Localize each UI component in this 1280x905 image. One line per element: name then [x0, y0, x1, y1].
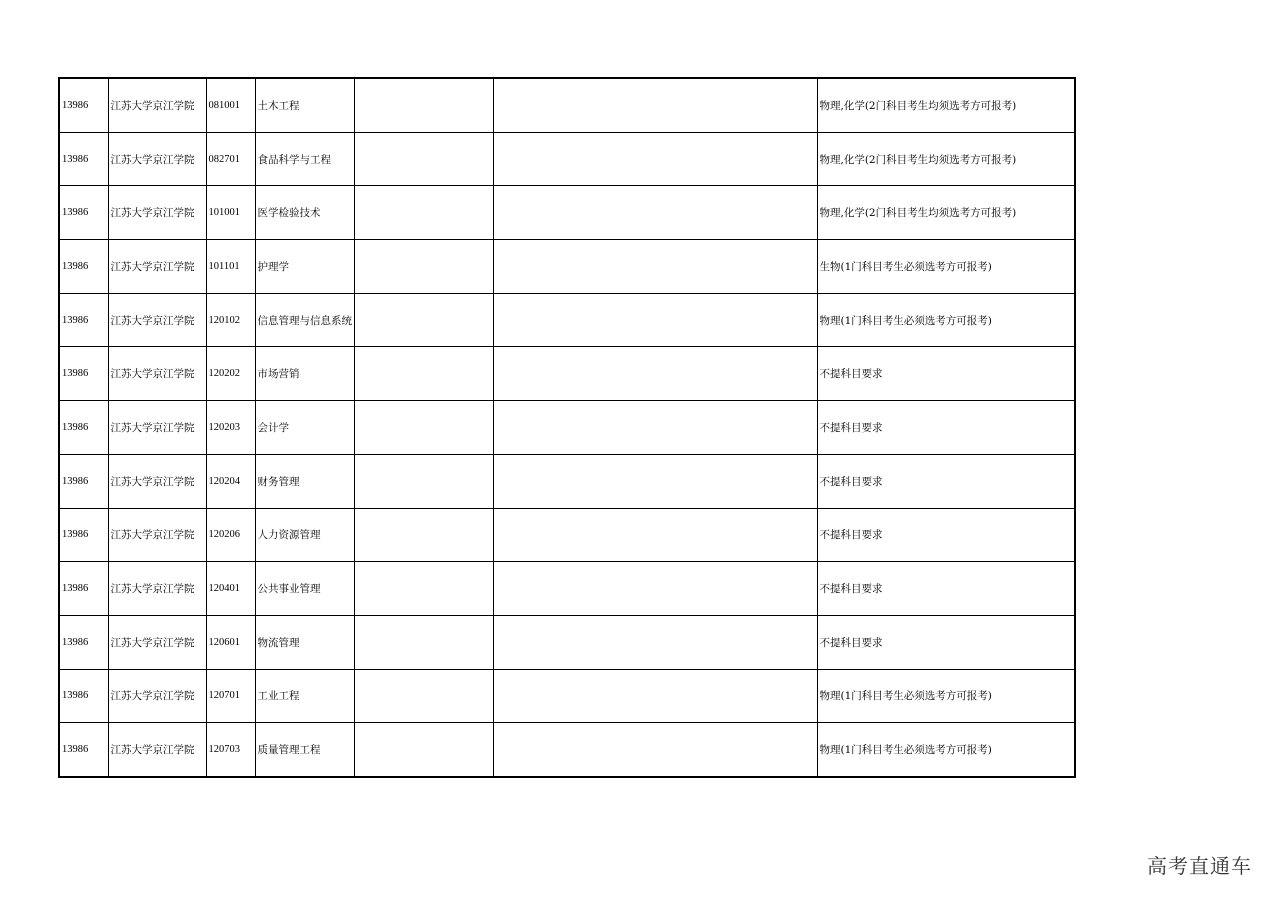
empty-cell [354, 508, 493, 562]
school-name-cell: 江苏大学京江学院 [108, 723, 206, 777]
school-code-cell: 13986 [59, 562, 108, 616]
subject-requirement-cell: 物理(1门科目考生必须选考方可报考) [817, 669, 1075, 723]
watermark-text: 高考直通车 [1147, 854, 1252, 878]
major-name-cell: 食品科学与工程 [255, 132, 354, 186]
table-row [59, 293, 1075, 347]
school-code-cell: 13986 [59, 78, 108, 132]
major-code-cell: 120202 [206, 347, 255, 401]
school-name-cell: 江苏大学京江学院 [108, 508, 206, 562]
major-name-cell: 护理学 [255, 240, 354, 294]
empty-cell [354, 132, 493, 186]
school-code-cell: 13986 [59, 132, 108, 186]
major-name-cell: 会计学 [255, 401, 354, 455]
empty-cell [354, 347, 493, 401]
subject-requirement-cell: 不提科目要求 [817, 508, 1075, 562]
empty-cell [493, 401, 817, 455]
empty-cell [493, 293, 817, 347]
school-code-cell: 13986 [59, 347, 108, 401]
empty-cell [354, 78, 493, 132]
empty-cell [493, 723, 817, 777]
subject-requirement-cell: 不提科目要求 [817, 454, 1075, 508]
empty-cell [354, 293, 493, 347]
table-row [59, 78, 1075, 132]
empty-cell [493, 240, 817, 294]
subject-requirement-cell: 物理,化学(2门科目考生均须选考方可报考) [817, 132, 1075, 186]
major-code-cell: 120701 [206, 669, 255, 723]
table-row [59, 347, 1075, 401]
school-code-cell: 13986 [59, 401, 108, 455]
requirements-table [58, 77, 1076, 778]
empty-cell [493, 186, 817, 240]
table-row [59, 723, 1075, 777]
major-name-cell: 市场营销 [255, 347, 354, 401]
table-row [59, 186, 1075, 240]
school-code-cell: 13986 [59, 723, 108, 777]
major-name-cell: 医学检验技术 [255, 186, 354, 240]
school-code-cell: 13986 [59, 508, 108, 562]
empty-cell [493, 347, 817, 401]
school-name-cell: 江苏大学京江学院 [108, 78, 206, 132]
school-code-cell: 13986 [59, 454, 108, 508]
empty-cell [354, 240, 493, 294]
subject-requirement-cell: 物理(1门科目考生必须选考方可报考) [817, 723, 1075, 777]
empty-cell [354, 401, 493, 455]
table-row [59, 562, 1075, 616]
major-name-cell: 信息管理与信息系统 [255, 293, 354, 347]
empty-cell [354, 562, 493, 616]
table-row [59, 615, 1075, 669]
major-name-cell: 人力资源管理 [255, 508, 354, 562]
major-code-cell: 120703 [206, 723, 255, 777]
school-code-cell: 13986 [59, 669, 108, 723]
school-name-cell: 江苏大学京江学院 [108, 132, 206, 186]
major-code-cell: 120204 [206, 454, 255, 508]
table-row [59, 454, 1075, 508]
school-name-cell: 江苏大学京江学院 [108, 615, 206, 669]
subject-requirement-cell: 物理,化学(2门科目考生均须选考方可报考) [817, 186, 1075, 240]
major-name-cell: 公共事业管理 [255, 562, 354, 616]
subject-requirement-cell: 不提科目要求 [817, 347, 1075, 401]
major-code-cell: 101101 [206, 240, 255, 294]
empty-cell [493, 562, 817, 616]
school-code-cell: 13986 [59, 293, 108, 347]
table-row [59, 401, 1075, 455]
major-name-cell: 工业工程 [255, 669, 354, 723]
table-row [59, 508, 1075, 562]
empty-cell [354, 669, 493, 723]
major-code-cell: 082701 [206, 132, 255, 186]
major-name-cell: 财务管理 [255, 454, 354, 508]
subject-requirement-cell: 不提科目要求 [817, 401, 1075, 455]
school-name-cell: 江苏大学京江学院 [108, 454, 206, 508]
empty-cell [493, 669, 817, 723]
school-code-cell: 13986 [59, 240, 108, 294]
empty-cell [493, 132, 817, 186]
subject-requirement-cell: 不提科目要求 [817, 562, 1075, 616]
empty-cell [493, 454, 817, 508]
subject-requirement-cell: 物理(1门科目考生必须选考方可报考) [817, 293, 1075, 347]
major-name-cell: 土木工程 [255, 78, 354, 132]
school-name-cell: 江苏大学京江学院 [108, 562, 206, 616]
major-code-cell: 120203 [206, 401, 255, 455]
table-row [59, 240, 1075, 294]
school-name-cell: 江苏大学京江学院 [108, 669, 206, 723]
empty-cell [493, 508, 817, 562]
school-name-cell: 江苏大学京江学院 [108, 293, 206, 347]
empty-cell [354, 615, 493, 669]
empty-cell [493, 615, 817, 669]
school-name-cell: 江苏大学京江学院 [108, 240, 206, 294]
school-code-cell: 13986 [59, 186, 108, 240]
empty-cell [493, 78, 817, 132]
school-code-cell: 13986 [59, 615, 108, 669]
school-name-cell: 江苏大学京江学院 [108, 401, 206, 455]
major-code-cell: 120102 [206, 293, 255, 347]
empty-cell [354, 454, 493, 508]
major-code-cell: 120401 [206, 562, 255, 616]
table-body [59, 78, 1075, 777]
major-code-cell: 101001 [206, 186, 255, 240]
empty-cell [354, 723, 493, 777]
major-code-cell: 120601 [206, 615, 255, 669]
major-name-cell: 物流管理 [255, 615, 354, 669]
table-row [59, 132, 1075, 186]
school-name-cell: 江苏大学京江学院 [108, 347, 206, 401]
major-code-cell: 081001 [206, 78, 255, 132]
major-name-cell: 质量管理工程 [255, 723, 354, 777]
subject-requirement-cell: 物理,化学(2门科目考生均须选考方可报考) [817, 78, 1075, 132]
subject-requirement-cell: 生物(1门科目考生必须选考方可报考) [817, 240, 1075, 294]
table-row [59, 669, 1075, 723]
school-name-cell: 江苏大学京江学院 [108, 186, 206, 240]
major-code-cell: 120206 [206, 508, 255, 562]
empty-cell [354, 186, 493, 240]
subject-requirement-cell: 不提科目要求 [817, 615, 1075, 669]
